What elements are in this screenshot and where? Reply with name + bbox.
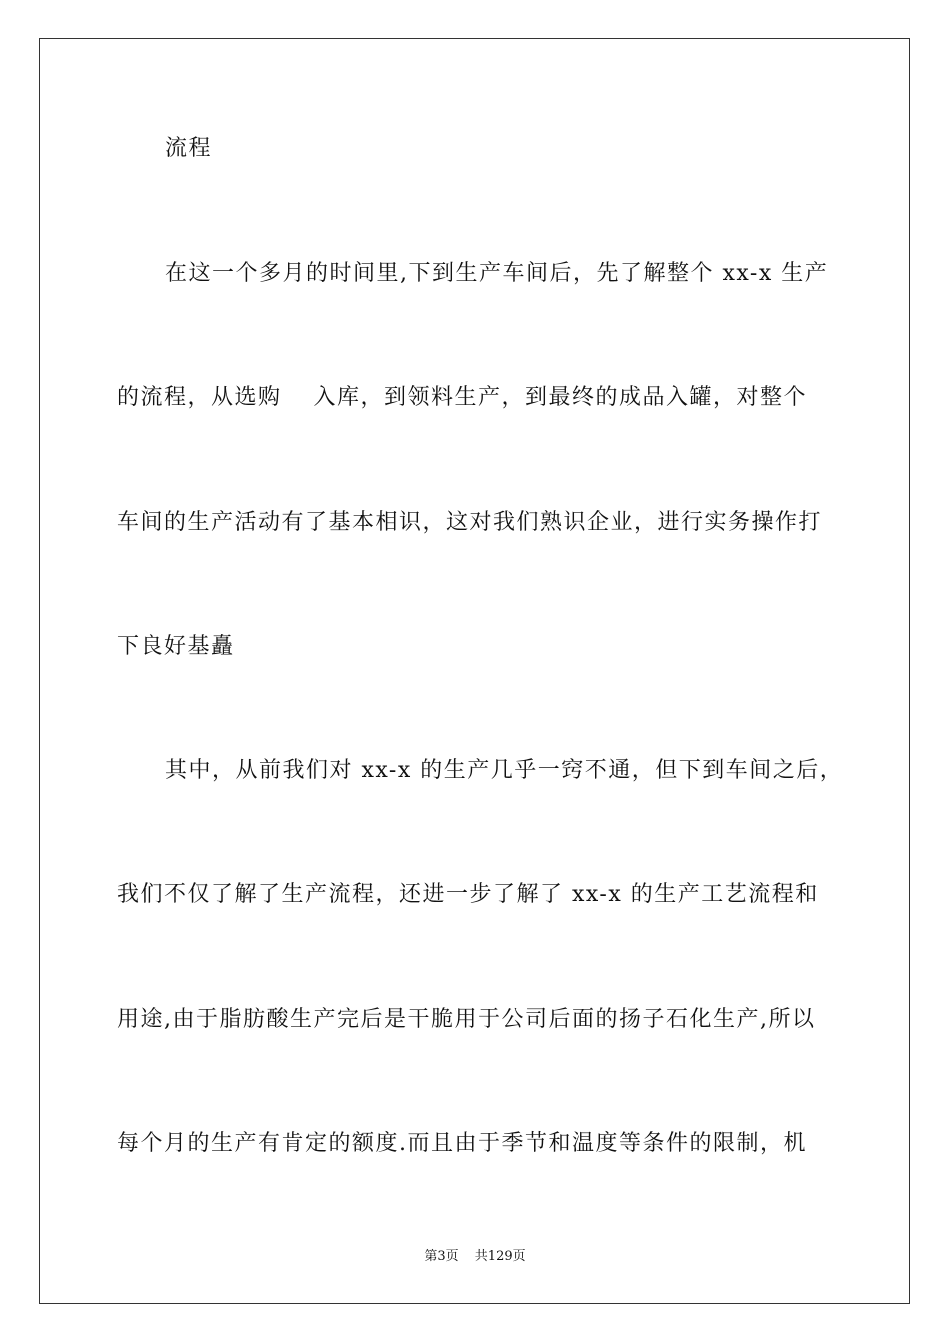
text-line-2: 在这一个多月的时间里,下到生产车间后，先了解整个 xx-x 生产 <box>165 261 829 286</box>
page-footer <box>0 1248 950 1266</box>
text-line-4: 车间的生产活动有了基本相识，这对我们熟识企业，进行实务操作打 <box>117 510 823 535</box>
text-line-5: 下良好基矗 <box>117 634 235 659</box>
text-line-8: 用途,由于脂肪酸生产完后是干脆用于公司后面的扬子石化生产,所以 <box>117 1007 816 1032</box>
text-line-3: 的流程，从选购 入库，到领料生产，到最终的成品入罐，对整个 <box>117 385 807 410</box>
page-number: 第3页 <box>424 1249 459 1264</box>
page-total: 共129页 <box>474 1249 526 1264</box>
text-line-1: 流程 <box>165 136 213 161</box>
text-line-7: 我们不仅了解了生产流程，还进一步了解了 xx-x 的生产工艺流程和 <box>117 882 819 907</box>
text-line-6: 其中，从前我们对 xx-x 的生产几乎一窍不通，但下到车间之后， <box>165 758 844 783</box>
page-border <box>39 38 910 1304</box>
text-line-9: 每个月的生产有肯定的额度.而且由于季节和温度等条件的限制，机 <box>117 1131 807 1156</box>
